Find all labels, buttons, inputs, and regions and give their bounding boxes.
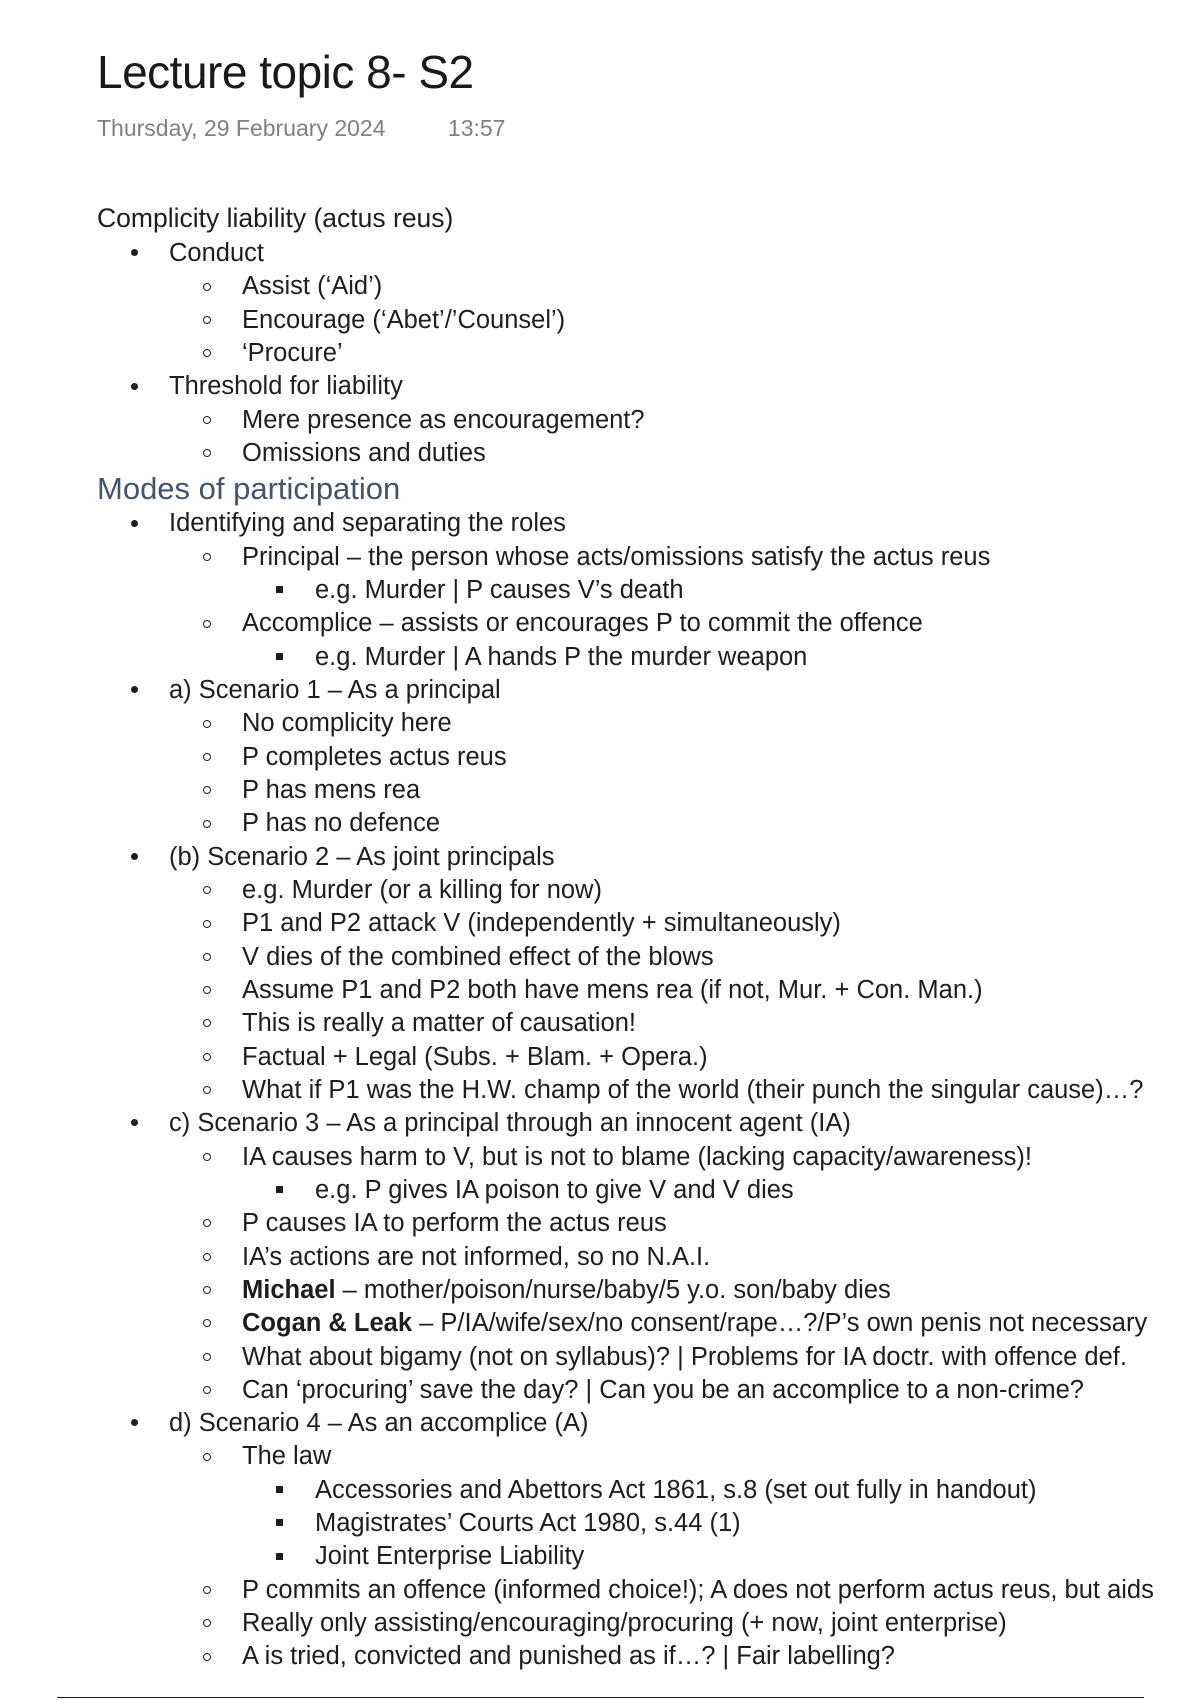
page-bottom-divider <box>57 1697 1144 1698</box>
bullet-dot-icon <box>124 370 144 403</box>
list-item: P has mens rea <box>97 774 1200 807</box>
bullet-dot-icon <box>124 1107 144 1140</box>
list-item: This is really a matter of causation! <box>97 1007 1200 1040</box>
bullet-circle-icon <box>197 270 217 303</box>
list-item: The law <box>97 1440 1200 1473</box>
list-item: e.g. Murder | P causes V’s death <box>97 574 1200 607</box>
list-item: Identifying and separating the roles <box>97 507 1200 540</box>
list-item: (b) Scenario 2 – As joint principals <box>97 841 1200 874</box>
bullet-circle-icon <box>197 1007 217 1040</box>
list-item: Conduct <box>97 237 1200 270</box>
bullet-dot-icon <box>124 841 144 874</box>
bullet-circle-icon <box>197 1141 217 1174</box>
bullet-circle-icon <box>197 437 217 470</box>
list-item: e.g. Murder (or a killing for now) <box>97 874 1200 907</box>
bullet-circle-icon <box>197 337 217 370</box>
bullet-circle-icon <box>197 941 217 974</box>
bullet-dot-icon <box>124 237 144 270</box>
list-item: ‘Procure’ <box>97 337 1200 370</box>
bullet-circle-icon <box>197 404 217 437</box>
bullet-dot-icon <box>124 507 144 540</box>
list-item: P1 and P2 attack V (independently + simultaneously) <box>97 907 1200 940</box>
list-item: Cogan & Leak – P/IA/wife/sex/no consent/rape…?/P’s own penis not necessary <box>97 1307 1200 1340</box>
bullet-circle-icon <box>197 907 217 940</box>
bullet-square-icon <box>269 1540 289 1573</box>
list-item: Assume P1 and P2 both have mens rea (if not, Mur. + Con. Man.) <box>97 974 1200 1007</box>
list-item: a) Scenario 1 – As a principal <box>97 674 1200 707</box>
list-item: e.g. P gives IA poison to give V and V dies <box>97 1174 1200 1207</box>
list-item: Accomplice – assists or encourages P to commit the offence <box>97 607 1200 640</box>
list-item: d) Scenario 4 – As an accomplice (A) <box>97 1407 1200 1440</box>
bullet-circle-icon <box>197 741 217 774</box>
page-date: Thursday, 29 February 2024 <box>97 115 386 141</box>
bullet-square-icon <box>269 574 289 607</box>
list-item: c) Scenario 3 – As a principal through an innocent agent (IA) <box>97 1107 1200 1140</box>
page-title: Lecture topic 8- S2 <box>97 46 474 98</box>
heading-complicity: Complicity liability (actus reus) <box>97 203 454 233</box>
bullet-circle-icon <box>197 1440 217 1473</box>
list-item: What if P1 was the H.W. champ of the world (their punch the singular cause)…? <box>97 1074 1200 1107</box>
list-item: Mere presence as encouragement? <box>97 404 1200 437</box>
list-item: V dies of the combined effect of the blows <box>97 941 1200 974</box>
bullet-dot-icon <box>124 674 144 707</box>
list-item: Encourage (‘Abet’/’Counsel’) <box>97 304 1200 337</box>
bullet-circle-icon <box>197 1640 217 1673</box>
list-item: Threshold for liability <box>97 370 1200 403</box>
bullet-circle-icon <box>197 607 217 640</box>
list-item: Accessories and Abettors Act 1861, s.8 (set out fully in handout) <box>97 1474 1200 1507</box>
page-time: 13:57 <box>447 115 506 141</box>
page-meta <box>97 113 505 143</box>
list-item: Michael – mother/poison/nurse/baby/5 y.o. son/baby dies <box>97 1274 1200 1307</box>
list-item: Can ‘procuring’ save the day? | Can you be an accomplice to a non-crime? <box>97 1374 1200 1407</box>
bullet-square-icon <box>269 1174 289 1207</box>
bullet-circle-icon <box>197 541 217 574</box>
list-item: e.g. Murder | A hands P the murder weapon <box>97 641 1200 674</box>
heading-modes: Modes of participation <box>97 471 401 507</box>
bullet-circle-icon <box>197 774 217 807</box>
bullet-circle-icon <box>197 1074 217 1107</box>
bullet-circle-icon <box>197 1607 217 1640</box>
list-item: No complicity here <box>97 707 1200 740</box>
bullet-circle-icon <box>197 1207 217 1240</box>
bullet-circle-icon <box>197 807 217 840</box>
bullet-circle-icon <box>197 1374 217 1407</box>
bullet-circle-icon <box>197 1341 217 1374</box>
bullet-circle-icon <box>197 1274 217 1307</box>
bullet-dot-icon <box>124 1407 144 1440</box>
list-item: Magistrates’ Courts Act 1980, s.44 (1) <box>97 1507 1200 1540</box>
bullet-circle-icon <box>197 1574 217 1607</box>
list-item: Really only assisting/encouraging/procuring (+ now, joint enterprise) <box>97 1607 1200 1640</box>
list-item: P causes IA to perform the actus reus <box>97 1207 1200 1240</box>
case-name: Michael <box>242 1275 336 1304</box>
list-item: IA causes harm to V, but is not to blame (lacking capacity/awareness)! <box>97 1141 1200 1174</box>
list-item: Assist (‘Aid’) <box>97 270 1200 303</box>
bullet-circle-icon <box>197 304 217 337</box>
list-item: P commits an offence (informed choice!); A does not perform actus reus, but aids <box>97 1574 1200 1607</box>
bullet-circle-icon <box>197 1241 217 1274</box>
list-item: P completes actus reus <box>97 741 1200 774</box>
list-item: Omissions and duties <box>97 437 1200 470</box>
note-body <box>97 200 1200 1674</box>
list-item: P has no defence <box>97 807 1200 840</box>
bullet-circle-icon <box>197 1307 217 1340</box>
list-item: What about bigamy (not on syllabus)? | Problems for IA doctr. with offence def. <box>97 1341 1200 1374</box>
bullet-circle-icon <box>197 1041 217 1074</box>
list-item: A is tried, convicted and punished as if…? | Fair labelling? <box>97 1640 1200 1673</box>
list-item: Joint Enterprise Liability <box>97 1540 1200 1573</box>
bullet-circle-icon <box>197 974 217 1007</box>
bullet-circle-icon <box>197 874 217 907</box>
bullet-square-icon <box>269 1507 289 1540</box>
list-item: IA’s actions are not informed, so no N.A.I. <box>97 1241 1200 1274</box>
case-name: Cogan & Leak <box>242 1309 413 1338</box>
bullet-square-icon <box>269 1474 289 1507</box>
list-item: Factual + Legal (Subs. + Blam. + Opera.) <box>97 1041 1200 1074</box>
bullet-circle-icon <box>197 707 217 740</box>
bullet-square-icon <box>269 641 289 674</box>
list-item: Principal – the person whose acts/omissions satisfy the actus reus <box>97 541 1200 574</box>
